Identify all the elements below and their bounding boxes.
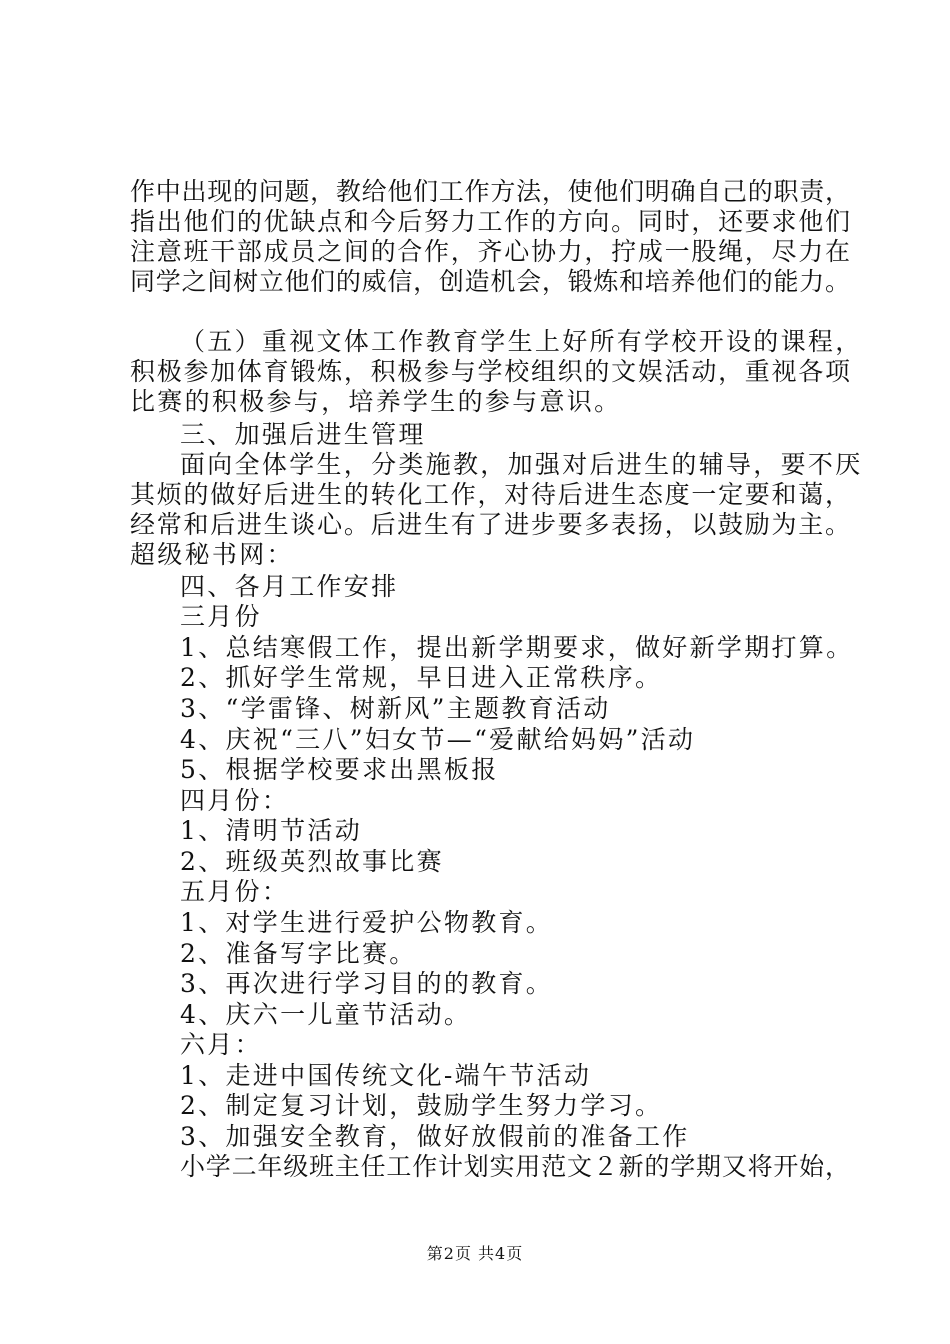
list-item: 3、加强安全教育，做好放假前的准备工作 bbox=[180, 1122, 690, 1151]
text-line: 比赛的积极参与，培养学生的参与意识。 bbox=[130, 387, 622, 416]
month-heading: 六月： bbox=[180, 1030, 262, 1059]
list-item: 1、对学生进行爱护公物教育。 bbox=[180, 908, 554, 937]
month-heading: 四月份： bbox=[180, 786, 290, 815]
section-heading: 三、加强后进生管理 bbox=[180, 420, 426, 449]
month-heading: 三月份 bbox=[180, 602, 262, 631]
list-item: 1、总结寒假工作，提出新学期要求，做好新学期打算。 bbox=[180, 633, 854, 662]
list-item: 5、根据学校要求出黑板报 bbox=[180, 755, 499, 784]
text-line: 其烦的做好后进生的转化工作，对待后进生态度一定要和蔼， bbox=[130, 480, 850, 509]
text-line: 作中出现的问题，教给他们工作方法，使他们明确自己的职责， bbox=[130, 177, 850, 206]
text-line: 超级秘书网： bbox=[130, 540, 294, 569]
month-heading: 五月份： bbox=[180, 877, 290, 906]
list-item: 4、庆六一儿童节活动。 bbox=[180, 1000, 472, 1029]
list-item: 2、抓好学生常规，早日进入正常秩序。 bbox=[180, 663, 663, 692]
list-item: 4、庆祝“三八”妇女节—“爱献给妈妈”活动 bbox=[180, 725, 696, 754]
section-heading: （五）重视文体工作教育学生上好所有学校开设的课程， bbox=[180, 327, 863, 356]
text-line: 积极参加体育锻炼，积极参与学校组织的文娱活动，重视各项 bbox=[130, 357, 850, 386]
list-item: 2、班级英烈故事比赛 bbox=[180, 847, 444, 876]
list-item: 3、再次进行学习目的的教育。 bbox=[180, 969, 554, 998]
page-footer: 第2页 共4页 bbox=[426, 1244, 524, 1263]
list-item: 2、制定复习计划，鼓励学生努力学习。 bbox=[180, 1091, 663, 1120]
list-item: 1、清明节活动 bbox=[180, 816, 363, 845]
list-item: 3、“学雷锋、树新风”主题教育活动 bbox=[180, 694, 611, 723]
list-item: 2、准备写字比赛。 bbox=[180, 939, 417, 968]
text-line: 小学二年级班主任工作计划实用范文２新的学期又将开始， bbox=[180, 1152, 850, 1181]
text-line: 同学之间树立他们的威信，创造机会，锻炼和培养他们的能力。 bbox=[130, 267, 850, 296]
text-line: 注意班干部成员之间的合作，齐心协力，拧成一股绳，尽力在 bbox=[130, 237, 850, 266]
text-line: 经常和后进生谈心。后进生有了进步要多表扬，以鼓励为主。 bbox=[130, 510, 850, 539]
list-item: 1、走进中国传统文化-端午节活动 bbox=[180, 1061, 592, 1090]
text-line: 指出他们的优缺点和今后努力工作的方向。同时，还要求他们 bbox=[130, 207, 850, 236]
text-line: 面向全体学生，分类施教，加强对后进生的辅导，要不厌 bbox=[180, 450, 863, 479]
section-heading: 四、各月工作安排 bbox=[180, 572, 399, 601]
